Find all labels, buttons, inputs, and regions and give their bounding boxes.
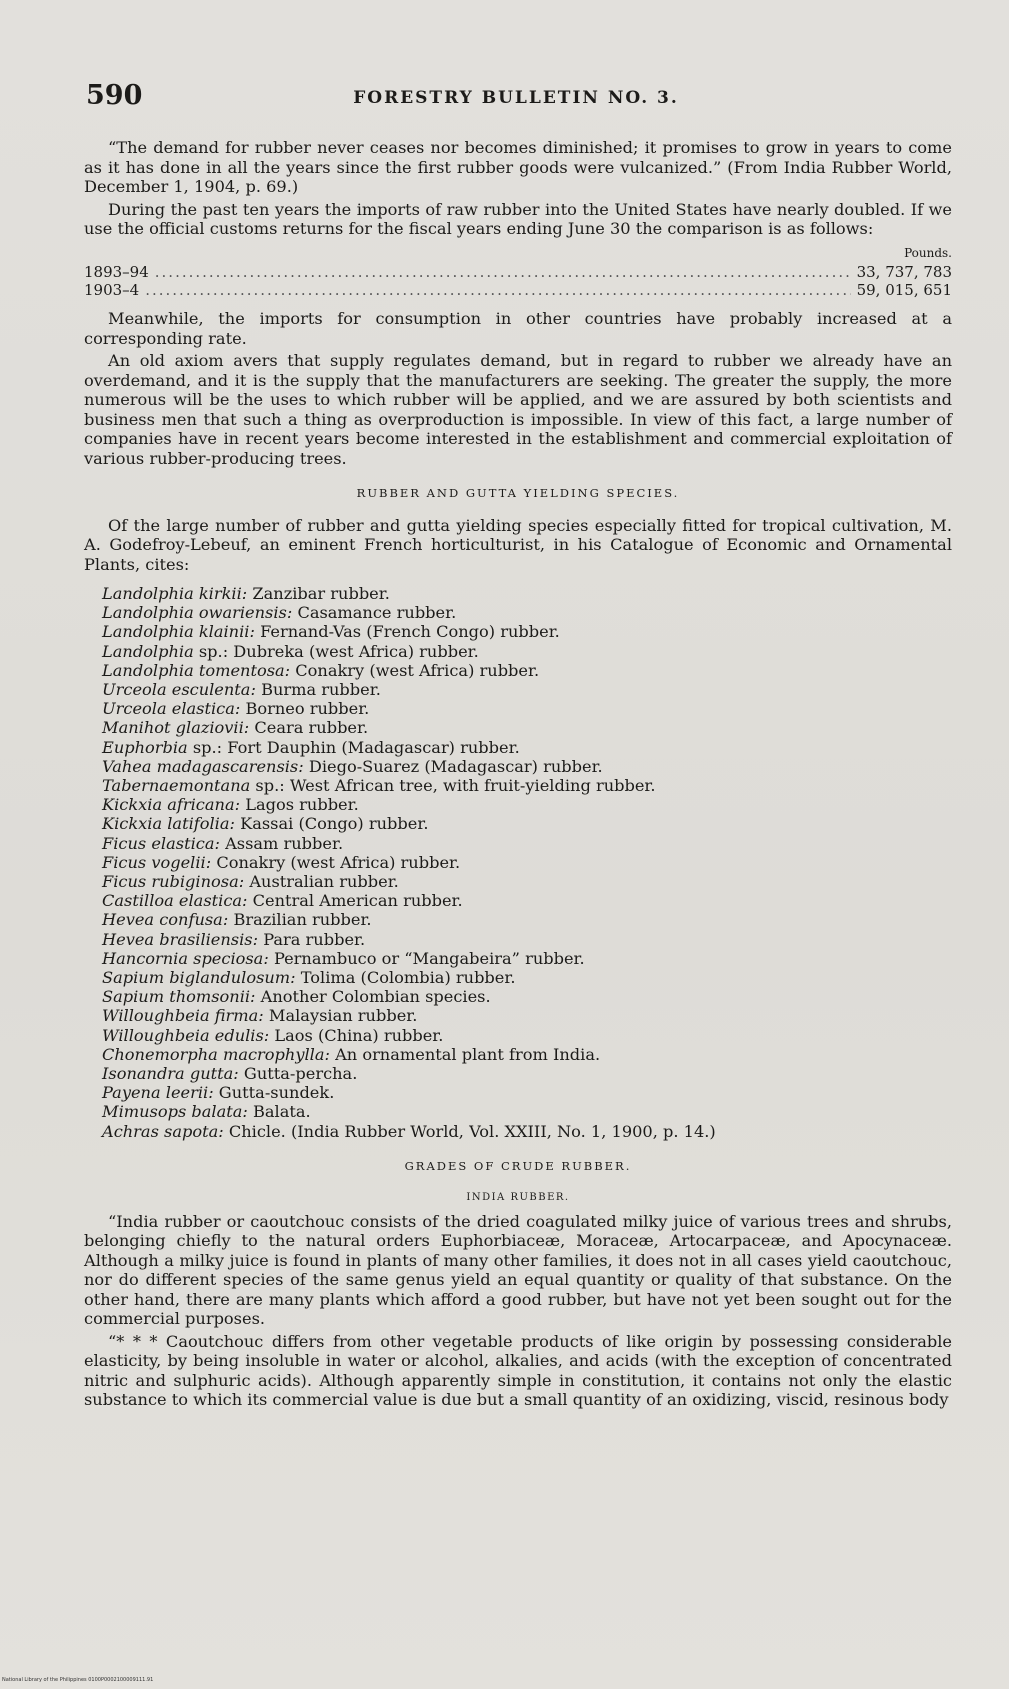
grades-paragraph-2: “* * * Caoutchouc differs from other vegetable products of like origin by possessing considerable elasticity, by being insoluble in water or alcohol, alkalies, and acids (with the exception of concentrated nitric and sulphuric acids). Although apparently simple in constitution, it contains not only the elastic substance to which its commercial value is due but a small quantity of an oxidizing, viscid, resinous body <box>84 1331 952 1410</box>
species-item: Landolphia kirkii: Zanzibar rubber. <box>102 584 390 603</box>
imports-year: 1903–4 <box>84 281 140 299</box>
leader-dots <box>145 281 850 299</box>
species-item: Sapium biglandulosum: Tolima (Colombia) rubber. <box>102 968 516 988</box>
species-item: Landolphia klainii: Fernand-Vas (French Congo) rubber. <box>102 622 560 642</box>
species-item: Ficus rubiginosa: Australian rubber. <box>102 872 399 892</box>
imports-year: 1893–94 <box>84 263 149 281</box>
species-item: Chonemorpha macrophylla: An ornamental plant from India. <box>102 1044 601 1064</box>
species-item: Kickxia africana: Lagos rubber. <box>102 795 359 815</box>
species-item: Kickxia latifolia: Kassai (Congo) rubber. <box>102 814 429 834</box>
species-item: Hevea brasiliensis: Para rubber. <box>102 929 366 949</box>
india-rubber-subheading: INDIA RUBBER. <box>466 1192 570 1204</box>
imports-row <box>84 263 952 281</box>
species-item: Willoughbeia firma: Malaysian rubber. <box>102 1006 418 1026</box>
species-item: Hancornia speciosa: Pernambuco or “Mangabeira” rubber. <box>102 948 585 968</box>
species-item: Manihot glaziovii: Ceara rubber. <box>102 718 369 738</box>
page-header <box>86 80 946 120</box>
page-body <box>84 138 952 1413</box>
paragraph-meanwhile: Meanwhile, the imports for consumption in other countries have probably increased at a corresponding rate. <box>84 309 952 348</box>
leader-dots <box>155 263 851 281</box>
species-item: Isonandra gutta: Gutta-percha. <box>102 1064 358 1084</box>
species-item: Ficus elastica: Assam rubber. <box>102 833 344 853</box>
species-item: Vahea madagascarensis: Diego-Suarez (Madagascar) rubber. <box>102 756 603 776</box>
scan-id-footer: National Library of the Philippines 0100P0002100009111.91 <box>2 1677 154 1683</box>
imports-amount: 59, 015, 651 <box>856 281 952 299</box>
species-intro: Of the large number of rubber and gutta yielding species especially fitted for tropical cultivation, M. A. Godefroy-Lebeuf, an eminent French horticulturist, in his Catalogue of Economic and Ornamental Plants, cites: <box>84 515 952 574</box>
species-item: Landolphia sp.: Dubreka (west Africa) rubber. <box>102 641 479 661</box>
imports-unit-label: Pounds. <box>904 245 952 260</box>
paragraph-axiom: An old axiom avers that supply regulates demand, but in regard to rubber we already have an overdemand, and it is the supply that the manufacturers are seeking. The greater the supply, the more numerous will be the uses to which rubber will be applied, and we are assured by both scientists and business men that such a thing as overproduction is impossible. In view of this fact, a large number of companies have in recent years become interested in the establishment and commercial exploitation of various rubber-producing trees. <box>84 351 952 468</box>
grades-paragraph-1: “India rubber or caoutchouc consists of the dried coagulated milky juice of various trees and shrubs, belonging chiefly to the natural orders Euphorbiaceæ, Moraceæ, Artocarpaceæ, and Apocynaceæ. Although a milky juice is found in plants of many other families, it does not in all cases yield caoutchouc, nor do different species of the same genus yield an equal quantity or quality of that substance. On the other hand, there are many plants which afford a good rubber, but have not yet been sought out for the commercial purposes. <box>84 1211 952 1329</box>
species-item: Payena leerii: Gutta-sundek. <box>102 1083 335 1103</box>
intro-paragraph: During the past ten years the imports of raw rubber into the United States have nearly doubled. If we use the official customs returns for the fiscal years ending June 30 the comparison is as follows: <box>84 199 952 238</box>
page-number: 590 <box>86 80 143 111</box>
species-item: Hevea confusa: Brazilian rubber. <box>102 910 372 930</box>
species-list <box>102 584 952 1141</box>
imports-row <box>84 281 952 299</box>
species-item: Urceola esculenta: Burma rubber. <box>102 680 381 700</box>
species-heading: RUBBER AND GUTTA YIELDING SPECIES. <box>356 486 680 500</box>
grades-heading: GRADES OF CRUDE RUBBER. <box>404 1158 632 1173</box>
species-item: Mimusops balata: Balata. <box>102 1102 311 1122</box>
species-item: Euphorbia sp.: Fort Dauphin (Madagascar) rubber. <box>102 737 520 757</box>
species-item: Landolphia owariensis: Casamance rubber. <box>102 603 457 623</box>
species-item: Willoughbeia edulis: Laos (China) rubber. <box>102 1025 444 1045</box>
species-item: Ficus vogelii: Conakry (west Africa) rubber. <box>102 852 461 872</box>
species-item: Sapium thomsonii: Another Colombian species. <box>102 987 491 1007</box>
species-item: Tabernaemontana sp.: West African tree, with fruit-yielding rubber. <box>102 776 656 796</box>
species-item: Urceola elastica: Borneo rubber. <box>102 699 370 719</box>
species-item: Castilloa elastica: Central American rubber. <box>102 891 463 911</box>
intro-quote: “The demand for rubber never ceases nor becomes diminished; it promises to grow in years to come as it has done in all the years since the first rubber goods were vulcanized.” (From India Rubber World, December 1, 1904, p. 69.) <box>84 138 952 196</box>
running-title: FORESTRY BULLETIN NO. 3. <box>353 88 679 108</box>
species-item: Achras sapota: Chicle. (India Rubber World, Vol. XXIII, No. 1, 1900, p. 14.) <box>102 1121 716 1141</box>
imports-amount: 33, 737, 783 <box>856 263 952 281</box>
species-item: Landolphia tomentosa: Conakry (west Africa) rubber. <box>102 660 540 680</box>
